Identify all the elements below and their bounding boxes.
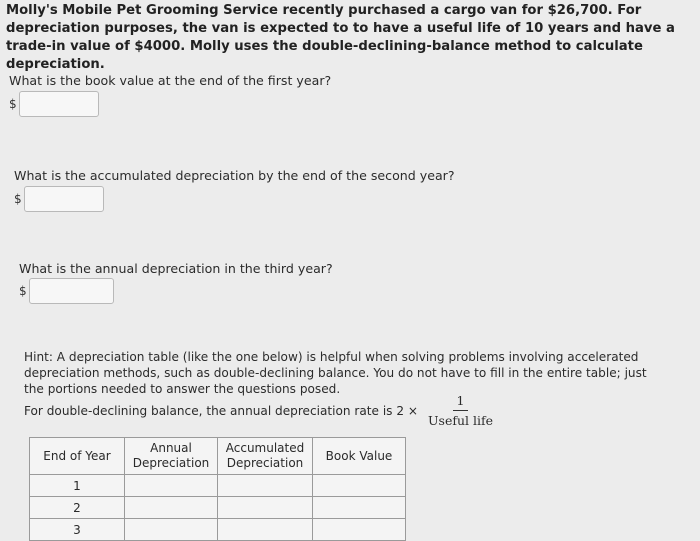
table-cell[interactable] bbox=[218, 497, 313, 519]
currency-symbol: $ bbox=[19, 284, 27, 298]
hint-text: Hint: A depreciation table (like the one below) is helpful when solving problems involving accelerated depreciation methods, such as double-declining balance. You do not have to fill in the entire table; just the portions needed to answer the questions posed. bbox=[24, 350, 647, 396]
year-cell: 1 bbox=[30, 475, 125, 497]
table-cell[interactable] bbox=[125, 475, 218, 497]
header-end-of-year: End of Year bbox=[30, 438, 125, 475]
accumulated-depreciation-year-2-input[interactable] bbox=[24, 186, 104, 212]
table-cell[interactable] bbox=[218, 519, 313, 541]
table-row bbox=[30, 475, 406, 497]
currency-symbol: $ bbox=[9, 97, 17, 111]
book-value-year-1-input[interactable] bbox=[19, 91, 99, 117]
depreciation-rate-formula bbox=[24, 393, 497, 428]
table-cell[interactable] bbox=[125, 519, 218, 541]
problem-statement: Molly's Mobile Pet Grooming Service recently purchased a cargo van for $26,700. For depreciation purposes, the van is expected to to have a useful life of 10 years and have a trade-in value of $4000. Molly uses the double-declining-balance method to calculate depreciation. bbox=[6, 3, 675, 72]
table-cell[interactable] bbox=[313, 519, 406, 541]
question-2-text: What is the accumulated depreciation by the end of the second year? bbox=[14, 168, 455, 183]
rate-text: For double-declining balance, the annual depreciation rate is 2 × bbox=[24, 403, 418, 418]
question-2-answer-row bbox=[14, 186, 104, 212]
fraction-numerator: 1 bbox=[453, 393, 469, 411]
table-cell[interactable] bbox=[125, 497, 218, 519]
question-1-text: What is the book value at the end of the first year? bbox=[9, 73, 332, 88]
header-annual-depreciation: Annual Depreciation bbox=[125, 438, 218, 475]
depreciation-table bbox=[29, 437, 406, 541]
rate-fraction bbox=[424, 393, 497, 428]
question-1-answer-row bbox=[9, 91, 99, 117]
annual-depreciation-year-3-input[interactable] bbox=[29, 278, 114, 304]
header-accumulated-depreciation: Accumulated Depreciation bbox=[218, 438, 313, 475]
table-cell[interactable] bbox=[313, 497, 406, 519]
table-header-row bbox=[30, 438, 406, 475]
table-row bbox=[30, 519, 406, 541]
year-cell: 3 bbox=[30, 519, 125, 541]
fraction-denominator: Useful life bbox=[428, 413, 494, 428]
year-cell: 2 bbox=[30, 497, 125, 519]
table-row bbox=[30, 497, 406, 519]
question-3-text: What is the annual depreciation in the third year? bbox=[19, 261, 333, 276]
table-cell[interactable] bbox=[218, 475, 313, 497]
header-book-value: Book Value bbox=[313, 438, 406, 475]
table-cell[interactable] bbox=[313, 475, 406, 497]
question-3-answer-row bbox=[19, 278, 114, 304]
currency-symbol: $ bbox=[14, 192, 22, 206]
